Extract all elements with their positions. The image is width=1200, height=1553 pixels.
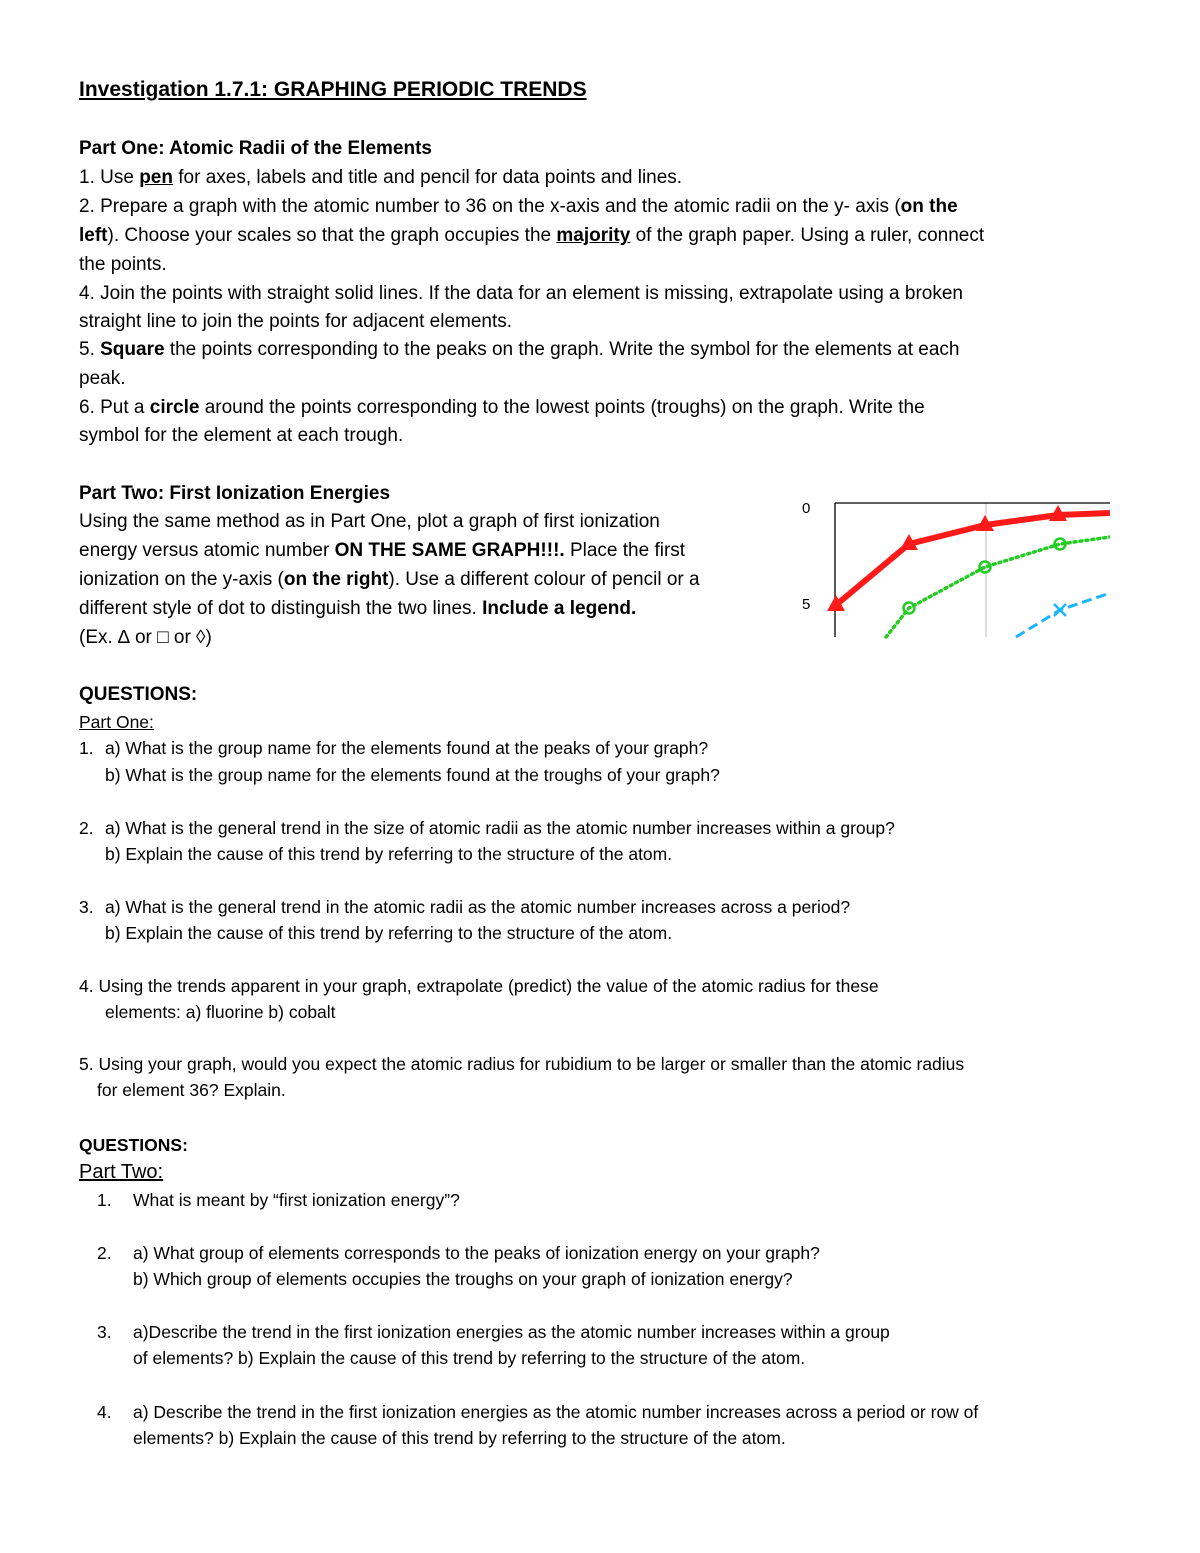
part-two-on-right: on the right <box>283 569 389 590</box>
step-5-line-1 <box>79 338 960 362</box>
q3-part-two-b: of elements? b) Explain the cause of this trend by referring to the structure of the atom. <box>133 1348 806 1368</box>
part-two-line-1: Using the same method as in Part One, plot a graph of first ionization <box>79 511 660 532</box>
step-6-circle: circle <box>149 397 200 418</box>
q3-part-two-a <box>79 1320 890 1344</box>
sample-graph <box>798 495 1110 641</box>
q1-two-num: 1. <box>97 1190 112 1210</box>
q3-part-one-a <box>79 895 850 919</box>
q1-part-two <box>79 1188 460 1212</box>
step-2-line-2 <box>79 224 984 248</box>
q3-num: 3. <box>79 897 94 917</box>
q2-num: 2. <box>79 818 94 838</box>
q4-part-one-a: 4. Using the trends apparent in your graph, extrapolate (predict) the value of the atomic radius for these <box>79 976 879 996</box>
step-6-num: 6. Put a <box>79 397 150 418</box>
part-one-heading: Part One: Atomic Radii of the Elements <box>79 138 432 159</box>
questions-two-sub: Part Two: <box>79 1161 164 1183</box>
step-1-pen: pen <box>139 167 173 188</box>
step-2-line-3: the points. <box>79 254 167 275</box>
q5-part-one-a: 5. Using your graph, would you expect the atomic radius for rubidium to be larger or smaller than the atomic radius <box>79 1054 965 1074</box>
part-two-text-4a: different style of dot to distinguish the two lines. <box>79 598 483 619</box>
step-1-text-a: 1. Use <box>79 167 140 188</box>
part-two-line-4 <box>79 597 636 621</box>
q2-part-one-b: b) Explain the cause of this trend by referring to the structure of the atom. <box>105 844 673 864</box>
red-series-line <box>836 513 1110 605</box>
step-4-line-1: 4. Join the points with straight solid lines. If the data for an element is missing, extrapolate using a broken <box>79 283 963 304</box>
part-two-same-graph: ON THE SAME GRAPH!!!. <box>334 540 565 561</box>
step-6-line-1 <box>79 396 925 420</box>
step-5-line-2: peak. <box>79 368 126 389</box>
part-two-text-3a: ionization on the y-axis ( <box>79 569 284 590</box>
step-2-bold-b: left <box>79 225 108 246</box>
q5-part-one-b: for element 36? Explain. <box>97 1080 286 1100</box>
q1-part-one-a <box>79 736 708 760</box>
questions-one-sub: Part One: <box>79 712 154 732</box>
step-2-text-a: 2. Prepare a graph with the atomic number to 36 on the x-axis and the atomic radii on the y- axis ( <box>79 196 901 217</box>
green-series-line <box>886 537 1110 637</box>
y-tick-0: 0 <box>802 500 811 517</box>
q3-a-text: a) What is the general trend in the atomic radii as the atomic number increases across a period? <box>105 897 851 917</box>
step-4-line-2: straight line to join the points for adjacent elements. <box>79 311 513 332</box>
q2-two-a-text: a) What group of elements corresponds to the peaks of ionization energy on your graph? <box>133 1243 820 1263</box>
q4-part-two-b: elements? b) Explain the cause of this trend by referring to the structure of the atom. <box>133 1428 786 1448</box>
part-two-text-2c: Place the first <box>564 540 686 561</box>
document-title: Investigation 1.7.1: GRAPHING PERIODIC TRENDS <box>79 78 587 101</box>
step-2-text-c: of the graph paper. Using a ruler, connect <box>630 225 985 246</box>
part-two-line-2 <box>79 539 685 563</box>
step-6-text: around the points corresponding to the lowest points (troughs) on the graph. Write the <box>199 397 925 418</box>
questions-one-heading: QUESTIONS: <box>79 684 198 705</box>
step-5-num: 5. <box>79 339 101 360</box>
q4-part-two-a <box>79 1400 978 1424</box>
q4-two-num: 4. <box>97 1402 112 1422</box>
q1-num: 1. <box>79 738 94 758</box>
q2-a-text: a) What is the general trend in the size of atomic radii as the atomic number increases within a group? <box>105 818 895 838</box>
q2-two-num: 2. <box>97 1243 112 1263</box>
q3-two-a-text: a)Describe the trend in the first ionization energies as the atomic number increases within a group <box>133 1322 890 1342</box>
step-2-line-1 <box>79 195 958 219</box>
blue-series-line <box>1016 593 1110 637</box>
part-two-text-3c: ). Use a different colour of pencil or a <box>388 569 700 590</box>
step-2-bold-a: on the <box>900 196 958 217</box>
step-2-majority: majority <box>556 225 631 246</box>
part-two-include-legend: Include a legend. <box>482 598 637 619</box>
part-two-heading: Part Two: First Ionization Energies <box>79 483 391 504</box>
q2-part-two-b: b) Which group of elements occupies the troughs on your graph of ionization energy? <box>133 1269 793 1289</box>
questions-two-heading: QUESTIONS: <box>79 1135 188 1155</box>
q2-part-two-a <box>79 1241 820 1265</box>
q1-a-text: a) What is the group name for the elements found at the peaks of your graph? <box>105 738 709 758</box>
q2-part-one-a <box>79 816 895 840</box>
part-two-text-2a: energy versus atomic number <box>79 540 335 561</box>
q4-two-a-text: a) Describe the trend in the first ionization energies as the atomic number increases across a period or row of <box>133 1402 979 1422</box>
q4-part-one-b: elements: a) fluorine b) cobalt <box>105 1002 336 1022</box>
q1-two-text: What is meant by “first ionization energy”? <box>133 1190 460 1210</box>
part-two-example: (Ex. ∆ or □ or ◊) <box>79 627 212 648</box>
q3-part-one-b: b) Explain the cause of this trend by referring to the structure of the atom. <box>105 923 673 943</box>
step-6-line-2: symbol for the element at each trough. <box>79 425 404 446</box>
step-1 <box>79 166 682 190</box>
q3-two-num: 3. <box>97 1322 112 1342</box>
y-tick-5: 5 <box>802 596 811 613</box>
step-1-text-b: for axes, labels and title and pencil for data points and lines. <box>172 167 683 188</box>
step-5-square: Square <box>100 339 165 360</box>
q1-part-one-b: b) What is the group name for the elements found at the troughs of your graph? <box>105 765 720 785</box>
part-two-line-3 <box>79 568 700 592</box>
step-5-text: the points corresponding to the peaks on the graph. Write the symbol for the elements at each <box>164 339 960 360</box>
step-2-text-b: ). Choose your scales so that the graph occupies the <box>107 225 557 246</box>
